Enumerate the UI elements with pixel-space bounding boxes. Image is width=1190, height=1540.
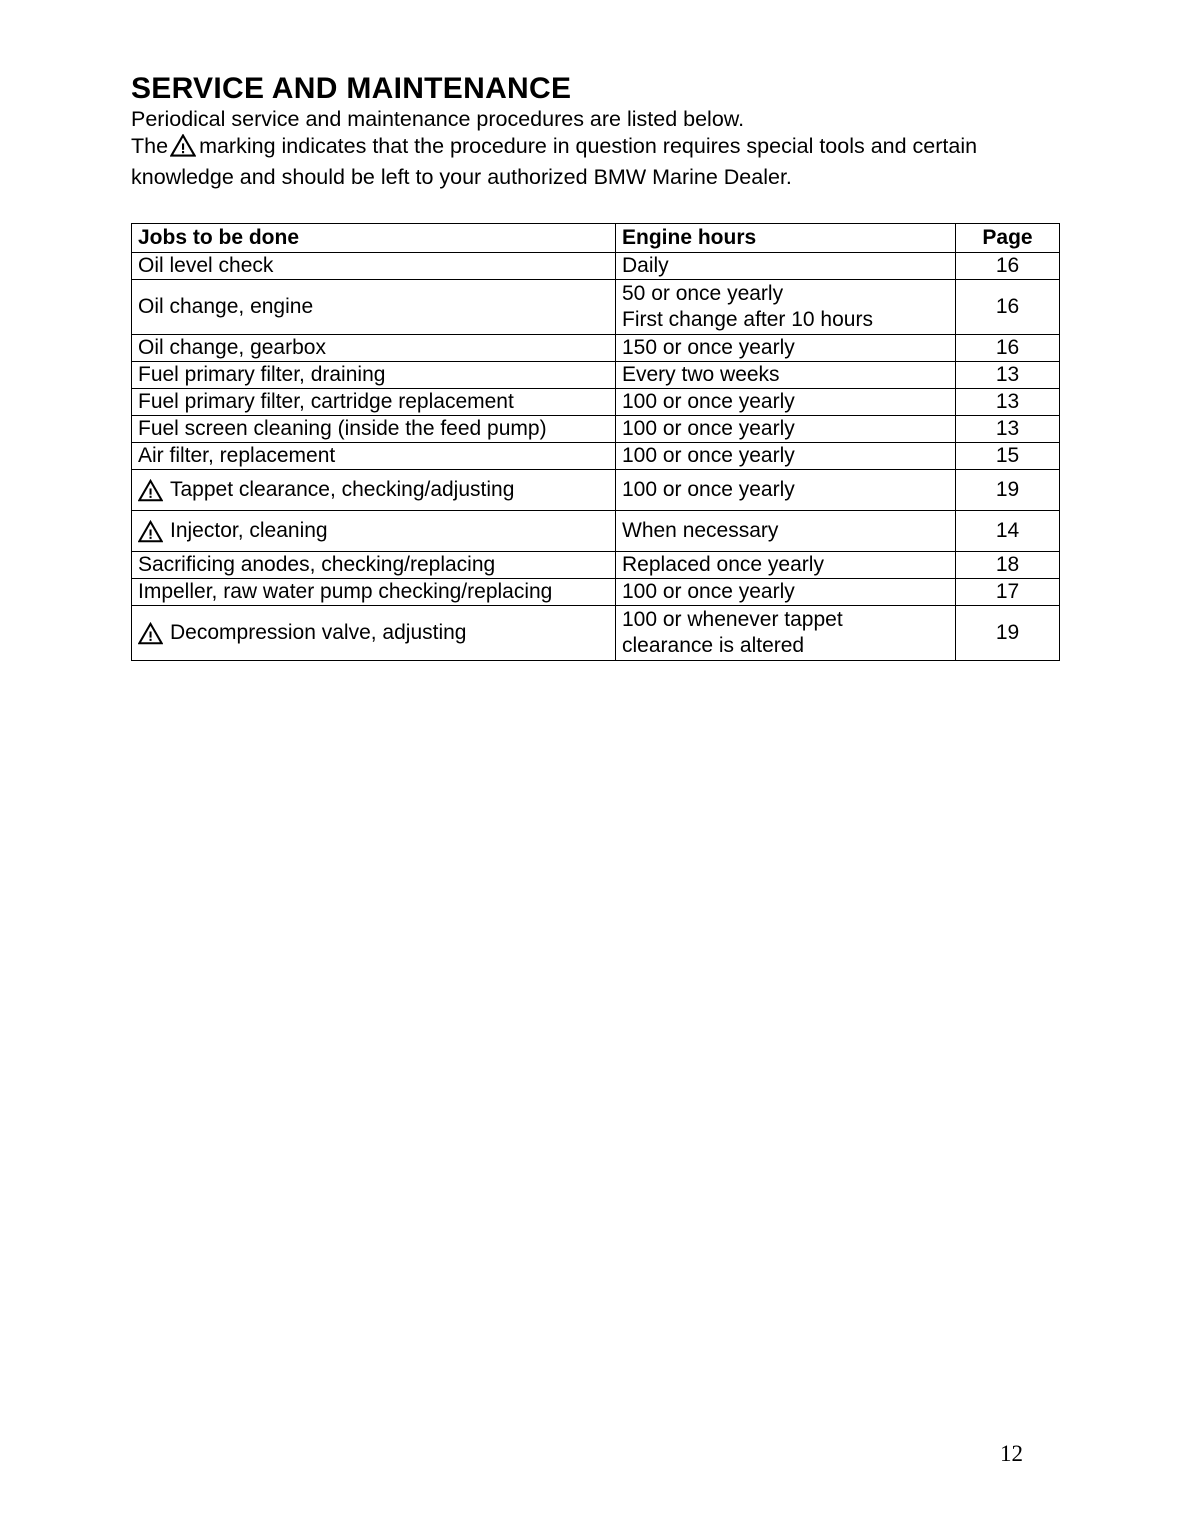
cell-job (132, 511, 616, 552)
column-header-engine-hours: Engine hours (616, 224, 956, 253)
page-ref: 19 (995, 478, 1020, 501)
cell-job (132, 280, 616, 335)
job-label: Decompression valve, adjusting (170, 621, 467, 644)
cell-page (956, 511, 1060, 552)
table-row (132, 552, 1060, 579)
warning-note-paragraph (131, 133, 1061, 191)
page-ref: 18 (995, 553, 1020, 576)
table-row (132, 416, 1060, 443)
cell-engine-hours (616, 443, 956, 470)
table-header-row (132, 224, 1060, 253)
job-label: Fuel primary filter, cartridge replacement (138, 390, 514, 413)
maintenance-schedule-table (131, 223, 1060, 661)
note-prefix: The (131, 134, 169, 158)
cell-engine-hours (616, 579, 956, 606)
job-label: Fuel screen cleaning (inside the feed pump) (138, 417, 547, 440)
engine-hours-line: 50 or once yearly (622, 282, 784, 305)
warning-triangle-icon (138, 622, 163, 645)
cell-page (956, 579, 1060, 606)
page-ref: 13 (995, 363, 1020, 386)
cell-job (132, 416, 616, 443)
page-title: SERVICE AND MAINTENANCE (131, 72, 572, 105)
job-label: Impeller, raw water pump checking/replacing (138, 580, 553, 603)
engine-hours-line: 100 or once yearly (622, 580, 795, 603)
cell-page (956, 335, 1060, 362)
job-label: Air filter, replacement (138, 444, 336, 467)
engine-hours-line: 100 or once yearly (622, 390, 795, 413)
cell-engine-hours (616, 362, 956, 389)
table-row (132, 443, 1060, 470)
engine-hours-line: Daily (622, 254, 669, 277)
engine-hours-line: 100 or once yearly (622, 444, 795, 467)
cell-job (132, 253, 616, 280)
cell-engine-hours (616, 253, 956, 280)
table-row (132, 335, 1060, 362)
engine-hours-line: 150 or once yearly (622, 336, 795, 359)
cell-engine-hours (616, 416, 956, 443)
engine-hours-line: Replaced once yearly (622, 553, 824, 576)
page-ref: 19 (995, 621, 1020, 644)
cell-page (956, 253, 1060, 280)
table-body (132, 253, 1060, 661)
note-body: marking indicates that the procedure in question requires special tools and certain knowledge and should be left to your authorized BMW Marine Dealer. (131, 134, 978, 189)
page-ref: 16 (995, 336, 1020, 359)
table-row (132, 280, 1060, 335)
engine-hours-line: clearance is altered (622, 634, 805, 657)
cell-engine-hours (616, 552, 956, 579)
intro-paragraph: Periodical service and maintenance procedures are listed below. (131, 107, 745, 131)
cell-page (956, 389, 1060, 416)
engine-hours-line: 100 or once yearly (622, 478, 795, 501)
table-row (132, 606, 1060, 661)
cell-engine-hours (616, 470, 956, 511)
cell-engine-hours (616, 606, 956, 661)
engine-hours-line: When necessary (622, 519, 779, 542)
table-row (132, 511, 1060, 552)
engine-hours-line: First change after 10 hours (622, 308, 873, 331)
warning-triangle-icon (138, 479, 163, 502)
page-ref: 14 (995, 519, 1020, 542)
job-label: Injector, cleaning (170, 519, 328, 542)
table-row (132, 389, 1060, 416)
cell-job (132, 443, 616, 470)
cell-engine-hours (616, 511, 956, 552)
cell-job (132, 579, 616, 606)
page-ref: 16 (995, 295, 1020, 318)
page-ref: 17 (995, 580, 1020, 603)
cell-page (956, 443, 1060, 470)
cell-page (956, 280, 1060, 335)
page-number: 12 (1000, 1441, 1023, 1466)
cell-page (956, 362, 1060, 389)
table-row (132, 470, 1060, 511)
cell-page (956, 470, 1060, 511)
cell-page (956, 552, 1060, 579)
page-content (131, 72, 1061, 661)
job-label: Oil change, gearbox (138, 336, 326, 359)
warning-triangle-icon (170, 134, 196, 164)
page-ref: 16 (995, 254, 1020, 277)
engine-hours-line: Every two weeks (622, 363, 780, 386)
cell-job (132, 470, 616, 511)
table-row (132, 253, 1060, 280)
table-row (132, 579, 1060, 606)
cell-job (132, 362, 616, 389)
column-header-jobs: Jobs to be done (132, 224, 616, 253)
job-label: Tappet clearance, checking/adjusting (170, 478, 515, 501)
cell-engine-hours (616, 389, 956, 416)
page-ref: 13 (995, 417, 1020, 440)
table-row (132, 362, 1060, 389)
cell-page (956, 606, 1060, 661)
job-label: Oil change, engine (138, 295, 314, 318)
cell-job (132, 389, 616, 416)
cell-job (132, 335, 616, 362)
job-label: Sacrificing anodes, checking/replacing (138, 553, 496, 576)
cell-job (132, 552, 616, 579)
engine-hours-line: 100 or whenever tappet (622, 608, 843, 631)
page-ref: 13 (995, 390, 1020, 413)
job-label: Fuel primary filter, draining (138, 363, 386, 386)
job-label: Oil level check (138, 254, 274, 277)
cell-engine-hours (616, 280, 956, 335)
warning-triangle-icon (138, 520, 163, 543)
cell-engine-hours (616, 335, 956, 362)
cell-job (132, 606, 616, 661)
engine-hours-line: 100 or once yearly (622, 417, 795, 440)
cell-page (956, 416, 1060, 443)
column-header-page: Page (956, 224, 1060, 253)
page-ref: 15 (995, 444, 1020, 467)
